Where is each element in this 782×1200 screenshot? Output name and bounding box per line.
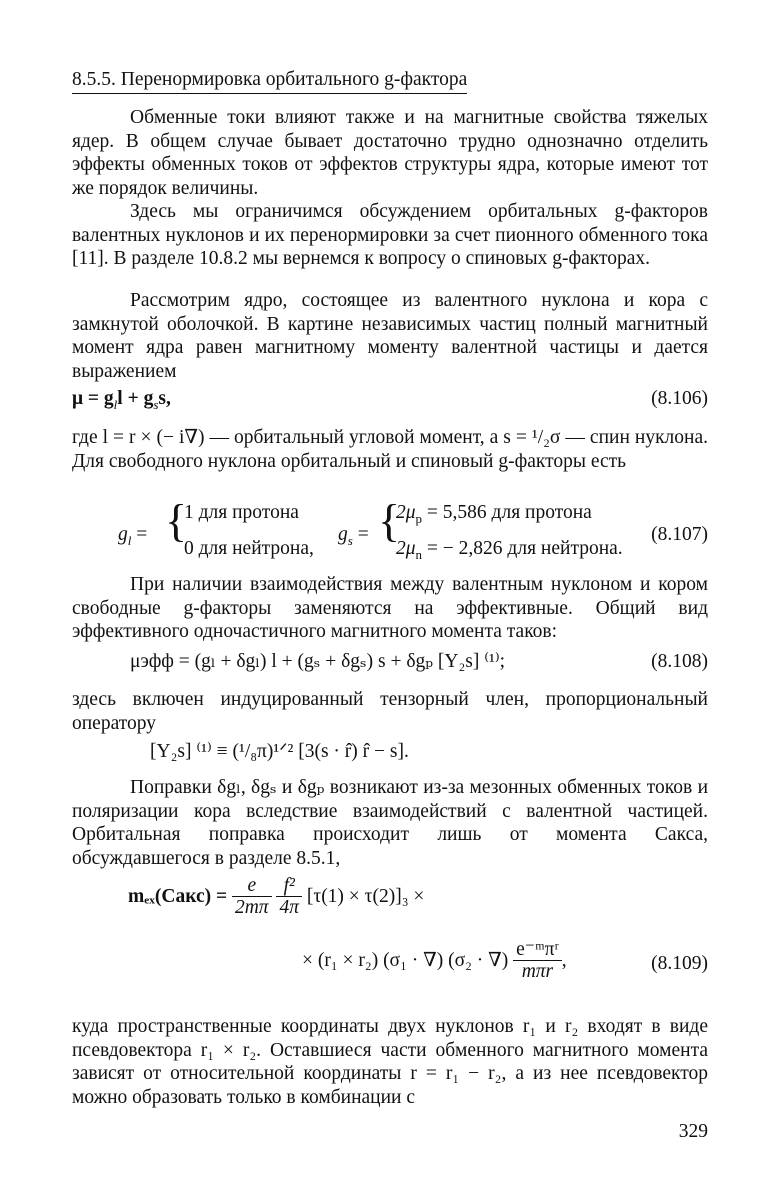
paragraph-8: куда пространственные координаты двух нуклонов r₁ и r₂ входят в виде псевдовектора r₁ × r₂. Оставшиеся части обменного магнитного момента зависят от относительной координаты r = r₁ − r₂, а из нее псевдовектор можно образовать только в комбинации с xyxy=(72,1016,708,1108)
gs-case-neutron: $2\mu_n$ = − 2,826 для нейтрона. xyxy=(396,538,623,562)
paragraph-6: здесь включен индуцированный тензорный член, пропорциональный оператору xyxy=(72,689,708,734)
equation-8-106: $\mu = g_ll + g_ss$, xyxy=(72,388,171,412)
paragraph-4: где l = r × (− i∇) — орбитальный угловой момент, а s = ¹/₂σ — спин нуклона. Для свободного нуклона орбитальный и спиновый g-факторы есть xyxy=(72,427,708,472)
equation-8-107-gs: $g_s$ = xyxy=(338,524,369,548)
paragraph-5: При наличии взаимодействия между валентным нуклоном и кором свободные g-факторы заменяются на эффективные. Общий вид эффективного одночастичного магнитного момента таков: xyxy=(72,574,708,643)
section-heading: 8.5.5. Перенормировка орбитального g-фактора xyxy=(72,68,708,94)
paragraph-2: Здесь мы ограничимся обсуждением орбитальных g-факторов валентных нуклонов и их перенормировки за счет пионного обменного тока [11]. В разделе 10.8.2 мы вернемся к вопросу о спиновых g-факторах. xyxy=(72,201,708,270)
equation-number-8-106: (8.106) xyxy=(651,388,708,409)
left-brace-icon: { xyxy=(165,495,188,546)
equation-number-8-107: (8.107) xyxy=(651,524,708,545)
equation-8-109-line1: mₑₓ(Сакс) = $\frac{e}{2m\pi}$ $\frac{\text{f²}}{4\pi}$ [τ(1) × τ(2)]₃ × xyxy=(128,875,425,918)
fraction-exp-over-mpir: $\frac{\text{e⁻ᵐπʳ}}{\text{mπr}}$ xyxy=(513,940,562,983)
fraction-e-over-2mpi: $\frac{e}{2m\pi}$ xyxy=(232,876,272,919)
paragraph-7: Поправки δgₗ, δgₛ и δgₚ возникают из-за мезонных обменных токов и поляризации кора вследствие взаимодействий с валентной частицей. Орбитальная поправка происходит лишь от момента Сакса, обсуждавшегося в разделе 8.5.1, xyxy=(72,777,708,869)
fraction-f2-over-4pi: $\frac{\text{f²}}{4\pi}$ xyxy=(276,876,302,919)
gs-case-proton: $2\mu_p = 5,586$ для протона xyxy=(396,502,592,526)
paragraph-1: Обменные токи влияют также и на магнитные свойства тяжелых ядер. В общем случае бывает достаточно трудно однозначно отделить эффекты обменных токов от эффектов структуры ядра, которые имеют тот же порядок величины. xyxy=(72,107,708,199)
paragraph-3: Рассмотрим ядро, состоящее из валентного нуклона и кора с замкнутой оболочкой. В картине независимых частиц полный магнитный момент ядра равен магнитному моменту валентной частицы и дается выражением xyxy=(72,290,708,382)
equation-8-109-line2: × (r₁ × r₂) (σ₁ · ∇) (σ₂ · ∇) $\frac{\text{e⁻ᵐπʳ}}{\text{mπr}}$ , xyxy=(302,939,567,982)
equation-number-8-109: (8.109) xyxy=(651,953,708,974)
equation-8-107-gl: $g_l$ = xyxy=(118,524,148,548)
left-brace-icon: { xyxy=(378,495,401,546)
gl-case-proton: 1 для протона xyxy=(184,502,299,523)
equation-number-8-108: (8.108) xyxy=(651,651,708,672)
equation-8-108: μэфф = (gₗ + δgₗ) l + (gₛ + δgₛ) s + δgₚ [Y₂s] ⁽¹⁾; xyxy=(130,651,506,672)
page-number: 329 xyxy=(678,1121,708,1142)
equation-tensor-operator: [Y₂s] ⁽¹⁾ ≡ (¹/₈π)¹ᐟ² [3(s · r̂) r̂ − s]. xyxy=(150,741,409,762)
gl-case-neutron: 0 для нейтрона, xyxy=(184,538,314,559)
